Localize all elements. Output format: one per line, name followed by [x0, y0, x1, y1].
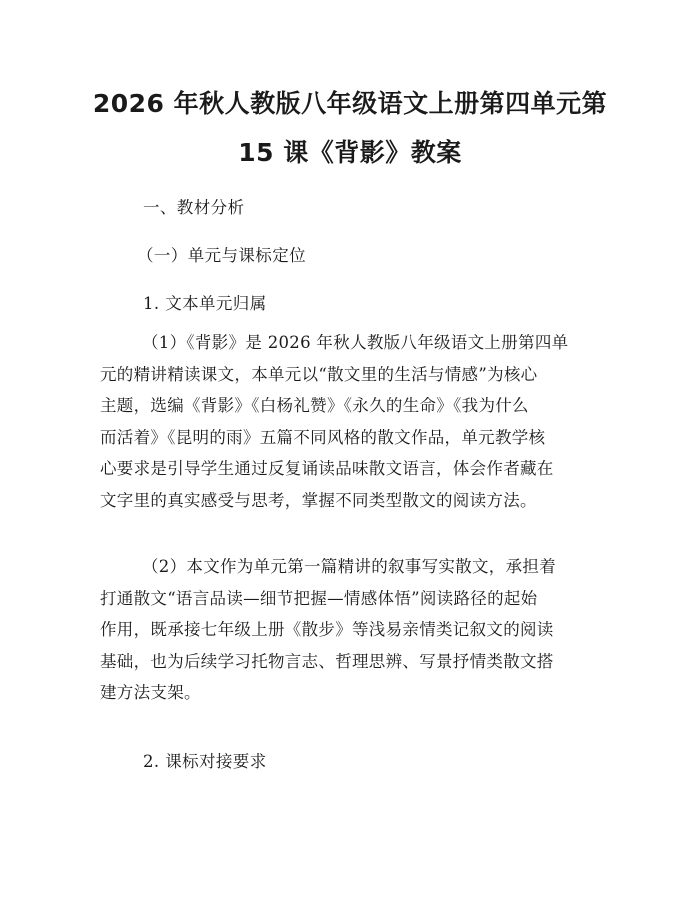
document-title-line-1: 2026 年秋人教版八年级语文上册第四单元第: [92, 89, 608, 118]
item-heading: 1. 文本单元归属: [143, 294, 267, 313]
section-heading: 一、教材分析: [143, 198, 245, 217]
paragraph-line: （2）本文作为单元第一篇精讲的叙事写实散文，承担着: [142, 557, 556, 576]
document-title-line-2: 15 课《背影》教案: [238, 138, 462, 167]
paragraph-line: 建方法支架。: [100, 683, 201, 702]
paragraph-line: 文字里的真实感受与思考，掌握不同类型散文的阅读方法。: [100, 490, 537, 510]
paragraph-line: 而活着》《昆明的雨》五篇不同风格的散文作品，单元教学核: [100, 427, 546, 447]
paragraph-line: （1）《背影》是 2026 年秋人教版八年级语文上册第四单: [142, 333, 569, 352]
paragraph-2: [100, 551, 602, 709]
paragraph-line: 打通散文“语言品读—细节把握—情感体悟”阅读路径的起始: [100, 588, 538, 608]
paragraph-line: 主题，选编《背影》《白杨礼赞》《永久的生命》《我为什么: [100, 396, 529, 415]
subsection-heading: （一）单元与课标定位: [137, 246, 306, 265]
paragraph-line: 心要求是引导学生通过反复诵读品味散文语言，体会作者藏在: [100, 459, 554, 478]
paragraph-line: 作用，既承接七年级上册《散步》等浅易亲情类记叙文的阅读: [100, 620, 554, 639]
paragraph-line: 基础，也为后续学习托物言志、哲理思辨、写景抒情类散文搭: [100, 651, 554, 671]
item-heading: 2. 课标对接要求: [143, 752, 267, 771]
paragraph-line: 元的精讲精读课文，本单元以“散文里的生活与情感”为核心: [100, 364, 538, 384]
paragraph-1: [100, 327, 602, 516]
